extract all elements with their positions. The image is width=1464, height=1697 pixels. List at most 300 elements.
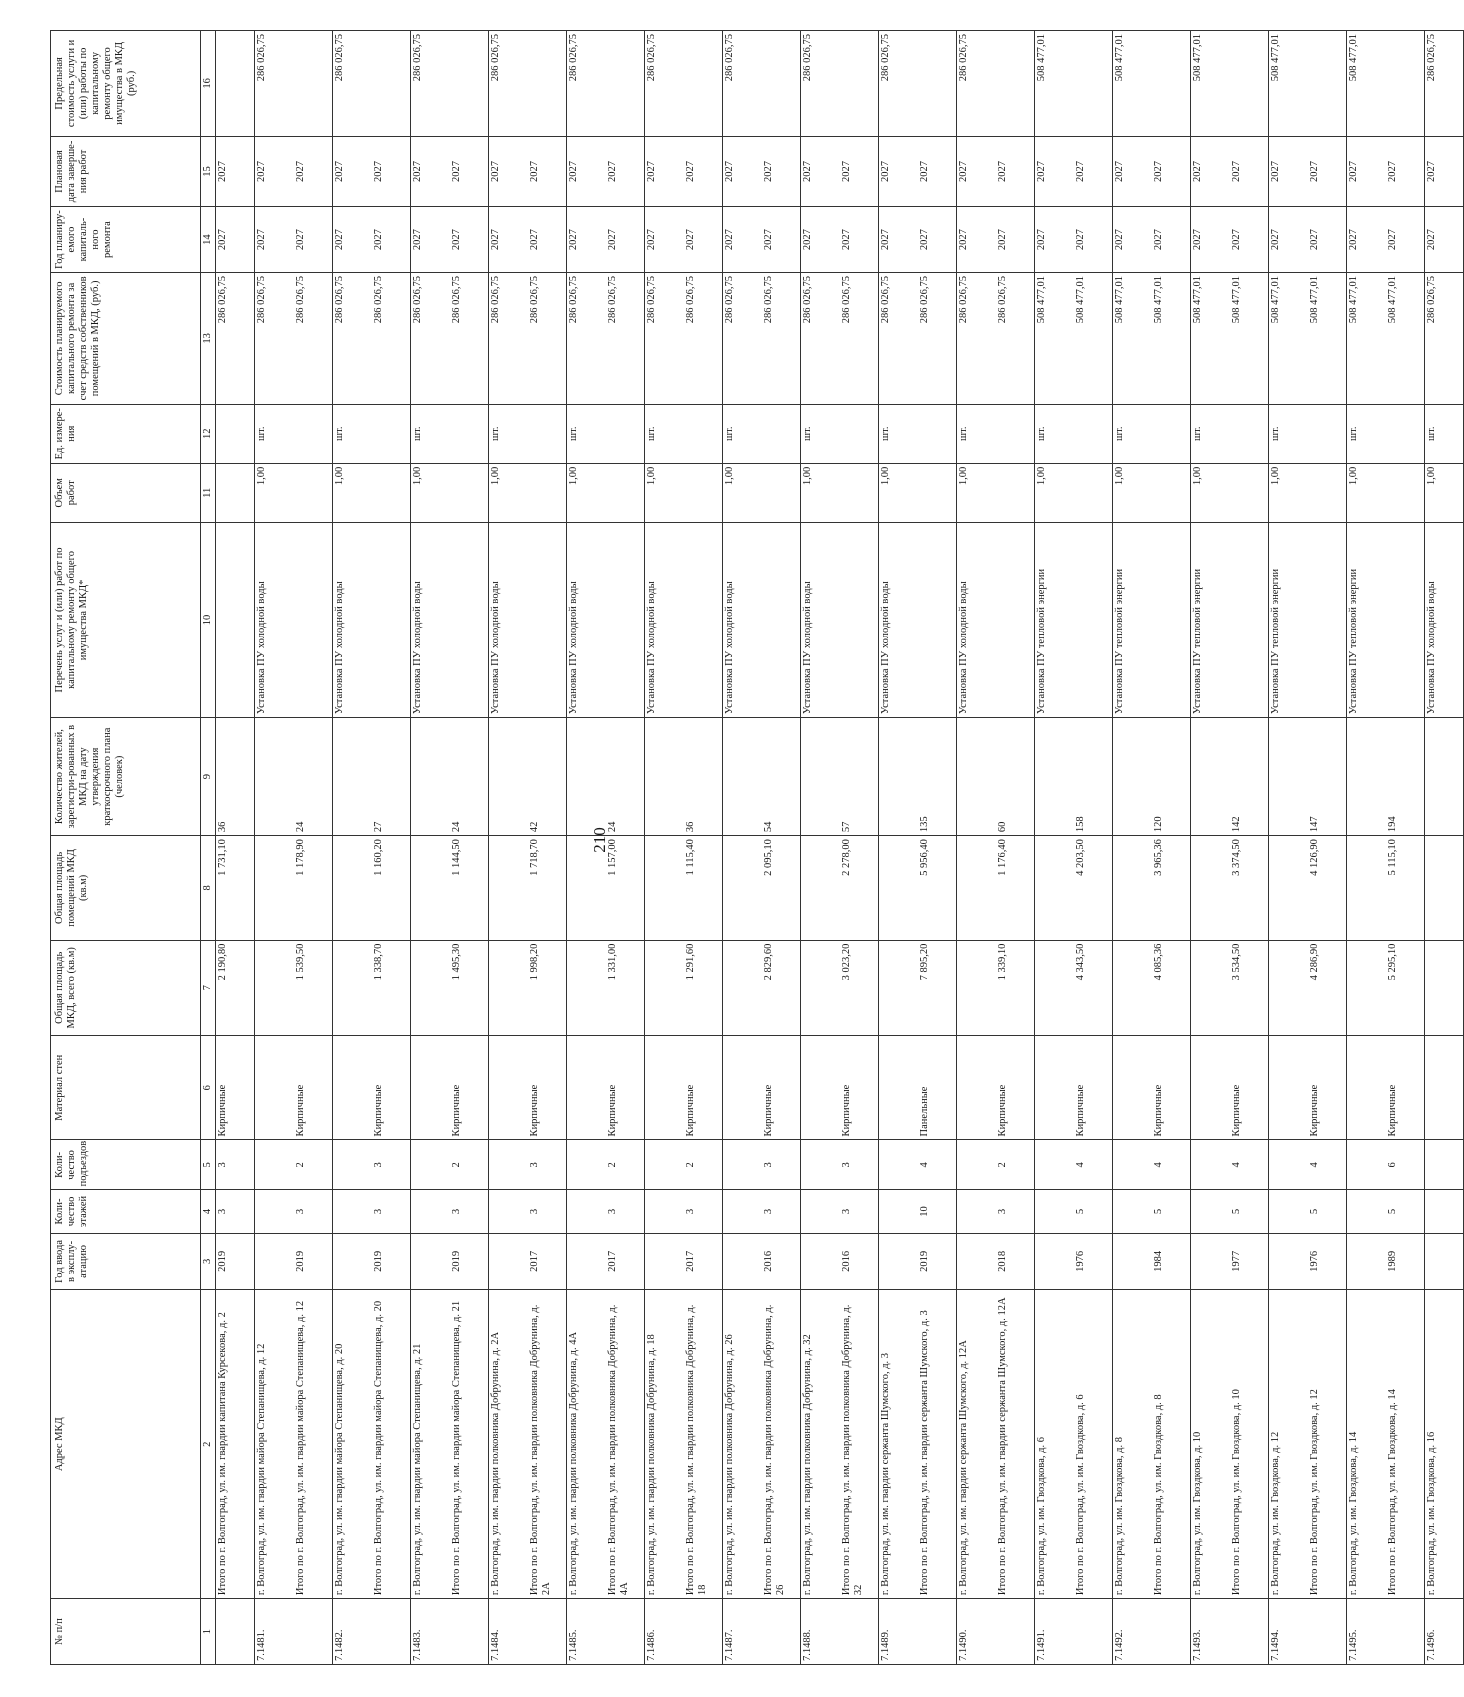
total-area-cell: 4 085,36 xyxy=(1152,940,1191,1035)
limit-cost-cell xyxy=(294,31,333,137)
repair-year-cell: 2027 xyxy=(606,207,645,273)
repair-year-cell: 2027 xyxy=(489,207,528,273)
unit-cell: шт. xyxy=(1035,404,1074,463)
unit-cell: шт. xyxy=(1425,404,1464,463)
entrances-cell xyxy=(1347,1140,1386,1190)
floors-cell: 5 xyxy=(1386,1190,1425,1233)
entrances-cell xyxy=(567,1140,606,1190)
floors-cell xyxy=(567,1190,606,1233)
floors-cell xyxy=(957,1190,996,1233)
unit-cell: шт. xyxy=(1191,404,1230,463)
row-number xyxy=(372,1599,411,1665)
repair-year-cell: 2027 xyxy=(996,207,1035,273)
address-cell: Итого по г. Волгоград, ул. им. гвардии майора Степанищева, д. 12 xyxy=(294,1290,333,1599)
residents-cell xyxy=(1425,718,1464,836)
cost-cell: 286 026,75 xyxy=(567,273,606,405)
entrances-cell xyxy=(879,1140,918,1190)
table-row xyxy=(1386,31,1425,1665)
table-row xyxy=(450,31,489,1665)
row-number xyxy=(840,1599,879,1665)
year-built-cell xyxy=(333,1233,372,1290)
repair-year-cell: 2027 xyxy=(216,207,255,273)
completion-year-cell: 2027 xyxy=(996,136,1035,206)
residents-cell: 24 xyxy=(450,718,489,836)
residents-cell: 135 xyxy=(918,718,957,836)
year-built-cell: 1984 xyxy=(1152,1233,1191,1290)
residents-cell xyxy=(255,718,294,836)
year-built-cell xyxy=(1269,1233,1308,1290)
total-area-cell xyxy=(1425,940,1464,1035)
total-area-cell: 3 023,20 xyxy=(840,940,879,1035)
entrances-cell xyxy=(645,1140,684,1190)
row-number: 7.1496. xyxy=(1425,1599,1464,1665)
total-area-cell: 1 998,20 xyxy=(528,940,567,1035)
floors-cell: 3 xyxy=(606,1190,645,1233)
unit-cell: шт. xyxy=(801,404,840,463)
row-number xyxy=(996,1599,1035,1665)
cost-cell: 508 477,01 xyxy=(1308,273,1347,405)
repair-year-cell: 2027 xyxy=(1152,207,1191,273)
year-built-cell: 1977 xyxy=(1230,1233,1269,1290)
completion-year-cell: 2027 xyxy=(1113,136,1152,206)
volume-cell xyxy=(1230,463,1269,522)
limit-cost-cell: 286 026,75 xyxy=(489,31,528,137)
premises-area-cell xyxy=(255,836,294,940)
completion-year-cell: 2027 xyxy=(294,136,333,206)
repair-year-cell: 2027 xyxy=(255,207,294,273)
repair-year-cell: 2027 xyxy=(1347,207,1386,273)
volume-cell: 1,00 xyxy=(1191,463,1230,522)
limit-cost-cell xyxy=(372,31,411,137)
year-built-cell: 2019 xyxy=(216,1233,255,1290)
address-cell: г. Волгоград, ул. им. Гвоздкова, д. 10 xyxy=(1191,1290,1230,1599)
completion-year-cell: 2027 xyxy=(216,136,255,206)
row-number: 7.1485. xyxy=(567,1599,606,1665)
premises-area-cell xyxy=(1191,836,1230,940)
completion-year-cell: 2027 xyxy=(1152,136,1191,206)
completion-year-cell: 2027 xyxy=(1230,136,1269,206)
year-built-cell: 2018 xyxy=(996,1233,1035,1290)
total-area-cell xyxy=(723,940,762,1035)
limit-cost-cell: 286 026,75 xyxy=(801,31,840,137)
repair-year-cell: 2027 xyxy=(801,207,840,273)
wall-material-cell: Кирпичные xyxy=(1074,1035,1113,1139)
repair-year-cell: 2027 xyxy=(1269,207,1308,273)
completion-year-cell: 2027 xyxy=(684,136,723,206)
column-number: 11 xyxy=(201,463,216,522)
floors-cell: 5 xyxy=(1230,1190,1269,1233)
table-row xyxy=(1425,31,1464,1665)
completion-year-cell: 2027 xyxy=(255,136,294,206)
unit-cell xyxy=(606,404,645,463)
residents-cell xyxy=(411,718,450,836)
row-number: 7.1492. xyxy=(1113,1599,1152,1665)
cost-cell: 508 477,01 xyxy=(1269,273,1308,405)
residents-cell: 54 xyxy=(762,718,801,836)
completion-year-cell: 2027 xyxy=(840,136,879,206)
completion-year-cell: 2027 xyxy=(1425,136,1464,206)
column-number: 8 xyxy=(201,836,216,940)
address-cell: Итого по г. Волгоград, ул. им. гвардии майора Степанищева, д. 20 xyxy=(372,1290,411,1599)
limit-cost-cell xyxy=(762,31,801,137)
entrances-cell xyxy=(411,1140,450,1190)
address-cell: г. Волгоград, ул. им. гвардии майора Степанищева, д. 20 xyxy=(333,1290,372,1599)
address-cell: Итого по г. Волгоград, ул. им. Гвоздкова, д. 12 xyxy=(1308,1290,1347,1599)
entrances-cell: 4 xyxy=(918,1140,957,1190)
premises-area-cell xyxy=(567,836,606,940)
entrances-cell: 3 xyxy=(528,1140,567,1190)
column-number: 2 xyxy=(201,1290,216,1599)
column-number: 4 xyxy=(201,1190,216,1233)
entrances-cell: 3 xyxy=(216,1140,255,1190)
residents-cell: 36 xyxy=(684,718,723,836)
premises-area-cell: 5 115,10 xyxy=(1386,836,1425,940)
limit-cost-cell: 508 477,01 xyxy=(1113,31,1152,137)
completion-year-cell: 2027 xyxy=(1308,136,1347,206)
year-built-cell xyxy=(489,1233,528,1290)
premises-area-cell: 1 144,50 xyxy=(450,836,489,940)
work-type-cell: Установка ПУ тепловой энергии xyxy=(1035,522,1074,717)
unit-cell xyxy=(1386,404,1425,463)
address-cell: Итого по г. Волгоград, ул. им. гвардии капитана Курсекова, д. 2 xyxy=(216,1290,255,1599)
completion-year-cell: 2027 xyxy=(450,136,489,206)
work-type-cell xyxy=(1152,522,1191,717)
residents-cell: 147 xyxy=(1308,718,1347,836)
wall-material-cell xyxy=(1113,1035,1152,1139)
cost-cell: 286 026,75 xyxy=(1425,273,1464,405)
year-built-cell: 1976 xyxy=(1074,1233,1113,1290)
work-type-cell xyxy=(840,522,879,717)
volume-cell: 1,00 xyxy=(1347,463,1386,522)
row-number: 7.1484. xyxy=(489,1599,528,1665)
repair-year-cell: 2027 xyxy=(1386,207,1425,273)
address-cell: Итого по г. Волгоград, ул. им. гвардии полковника Добрунина, д. 26 xyxy=(762,1290,801,1599)
repair-year-cell: 2027 xyxy=(450,207,489,273)
limit-cost-cell xyxy=(996,31,1035,137)
wall-material-cell: Кирпичные xyxy=(1308,1035,1347,1139)
year-built-cell: 2019 xyxy=(450,1233,489,1290)
entrances-cell xyxy=(1035,1140,1074,1190)
work-type-cell xyxy=(450,522,489,717)
work-type-cell: Установка ПУ тепловой энергии xyxy=(1269,522,1308,717)
unit-cell xyxy=(216,404,255,463)
year-built-cell: 2016 xyxy=(762,1233,801,1290)
wall-material-cell xyxy=(879,1035,918,1139)
residents-cell xyxy=(879,718,918,836)
address-cell: г. Волгоград, ул. им. гвардии майора Степанищева, д. 12 xyxy=(255,1290,294,1599)
premises-area-cell: 1 157,00 xyxy=(606,836,645,940)
residents-cell: 158 xyxy=(1074,718,1113,836)
total-area-cell: 5 295,10 xyxy=(1386,940,1425,1035)
premises-area-cell: 4 203,50 xyxy=(1074,836,1113,940)
residents-cell: 57 xyxy=(840,718,879,836)
volume-cell: 1,00 xyxy=(879,463,918,522)
row-number xyxy=(1074,1599,1113,1665)
column-number: 6 xyxy=(201,1035,216,1139)
volume-cell: 1,00 xyxy=(1035,463,1074,522)
address-cell: Итого по г. Волгоград, ул. им. Гвоздкова, д. 10 xyxy=(1230,1290,1269,1599)
unit-cell: шт. xyxy=(1269,404,1308,463)
residents-cell xyxy=(1269,718,1308,836)
work-type-cell xyxy=(1386,522,1425,717)
unit-cell xyxy=(1074,404,1113,463)
volume-cell: 1,00 xyxy=(957,463,996,522)
unit-cell xyxy=(294,404,333,463)
column-number: 16 xyxy=(201,31,216,137)
repair-year-cell: 2027 xyxy=(762,207,801,273)
volume-cell xyxy=(372,463,411,522)
residents-cell xyxy=(567,718,606,836)
volume-cell xyxy=(918,463,957,522)
unit-cell: шт. xyxy=(957,404,996,463)
address-cell: г. Волгоград, ул. им. гвардии сержанта Шумского, д. 3 xyxy=(879,1290,918,1599)
total-area-cell: 1 338,70 xyxy=(372,940,411,1035)
unit-cell: шт. xyxy=(411,404,450,463)
total-area-cell: 4 286,90 xyxy=(1308,940,1347,1035)
work-type-cell: Установка ПУ холодной воды xyxy=(1425,522,1464,717)
work-type-cell: Установка ПУ холодной воды xyxy=(489,522,528,717)
floors-cell xyxy=(1035,1190,1074,1233)
unit-cell: шт. xyxy=(489,404,528,463)
floors-cell: 5 xyxy=(1152,1190,1191,1233)
limit-cost-cell xyxy=(1230,31,1269,137)
entrances-cell xyxy=(489,1140,528,1190)
total-area-cell xyxy=(957,940,996,1035)
volume-cell xyxy=(1308,463,1347,522)
year-built-cell xyxy=(723,1233,762,1290)
cost-cell: 286 026,75 xyxy=(372,273,411,405)
entrances-cell: 4 xyxy=(1308,1140,1347,1190)
repair-year-cell: 2027 xyxy=(684,207,723,273)
total-area-cell xyxy=(489,940,528,1035)
completion-year-cell: 2027 xyxy=(762,136,801,206)
table-row xyxy=(1308,31,1347,1665)
address-cell: Итого по г. Волгоград, ул. им. гвардии полковника Добрунина, д. 32 xyxy=(840,1290,879,1599)
limit-cost-cell: 286 026,75 xyxy=(957,31,996,137)
limit-cost-cell xyxy=(1386,31,1425,137)
unit-cell xyxy=(372,404,411,463)
year-built-cell xyxy=(645,1233,684,1290)
entrances-cell: 2 xyxy=(606,1140,645,1190)
residents-cell xyxy=(1191,718,1230,836)
repair-year-cell: 2027 xyxy=(1035,207,1074,273)
premises-area-cell: 1 176,40 xyxy=(996,836,1035,940)
premises-area-cell xyxy=(1269,836,1308,940)
table-row xyxy=(567,31,606,1665)
row-number: 7.1483. xyxy=(411,1599,450,1665)
table-row xyxy=(957,31,996,1665)
completion-year-cell: 2027 xyxy=(957,136,996,206)
row-number: 7.1493. xyxy=(1191,1599,1230,1665)
completion-year-cell: 2027 xyxy=(333,136,372,206)
residents-cell xyxy=(1035,718,1074,836)
residents-cell xyxy=(801,718,840,836)
year-built-cell: 2019 xyxy=(294,1233,333,1290)
table-header-row xyxy=(51,31,201,1665)
address-cell: Итого по г. Волгоград, ул. им. гвардии майора Степанищева, д. 21 xyxy=(450,1290,489,1599)
total-area-cell xyxy=(1191,940,1230,1035)
repair-year-cell: 2027 xyxy=(1425,207,1464,273)
total-area-cell xyxy=(333,940,372,1035)
year-built-cell: 2019 xyxy=(372,1233,411,1290)
entrances-cell: 6 xyxy=(1386,1140,1425,1190)
unit-cell xyxy=(450,404,489,463)
cost-cell: 286 026,75 xyxy=(411,273,450,405)
cost-cell: 286 026,75 xyxy=(606,273,645,405)
unit-cell xyxy=(840,404,879,463)
table-row xyxy=(528,31,567,1665)
volume-cell xyxy=(996,463,1035,522)
limit-cost-cell xyxy=(450,31,489,137)
volume-cell: 1,00 xyxy=(645,463,684,522)
row-number: 7.1495. xyxy=(1347,1599,1386,1665)
repair-year-cell: 2027 xyxy=(528,207,567,273)
table-row xyxy=(1269,31,1308,1665)
work-type-cell xyxy=(684,522,723,717)
entrances-cell: 2 xyxy=(450,1140,489,1190)
table-row xyxy=(918,31,957,1665)
wall-material-cell xyxy=(1347,1035,1386,1139)
entrances-cell xyxy=(333,1140,372,1190)
column-number: 12 xyxy=(201,404,216,463)
total-area-cell xyxy=(255,940,294,1035)
table-row xyxy=(1152,31,1191,1665)
work-type-cell xyxy=(1074,522,1113,717)
unit-cell: шт. xyxy=(723,404,762,463)
premises-area-cell xyxy=(489,836,528,940)
row-number xyxy=(528,1599,567,1665)
work-type-cell xyxy=(372,522,411,717)
cost-cell: 508 477,01 xyxy=(1386,273,1425,405)
entrances-cell: 4 xyxy=(1152,1140,1191,1190)
address-cell: Итого по г. Волгоград, ул. им. гвардии сержанта Шумского, д. 3 xyxy=(918,1290,957,1599)
wall-material-cell: Кирпичные xyxy=(1152,1035,1191,1139)
cost-cell: 286 026,75 xyxy=(528,273,567,405)
wall-material-cell: Кирпичные xyxy=(996,1035,1035,1139)
completion-year-cell: 2027 xyxy=(411,136,450,206)
year-built-cell xyxy=(1347,1233,1386,1290)
premises-area-cell xyxy=(801,836,840,940)
residents-cell: 142 xyxy=(1230,718,1269,836)
cost-cell: 286 026,75 xyxy=(684,273,723,405)
completion-year-cell: 2027 xyxy=(1269,136,1308,206)
completion-year-cell: 2027 xyxy=(723,136,762,206)
wall-material-cell: Кирпичные xyxy=(840,1035,879,1139)
premises-area-cell xyxy=(333,836,372,940)
residents-cell xyxy=(333,718,372,836)
unit-cell: шт. xyxy=(1113,404,1152,463)
premises-area-cell: 1 115,40 xyxy=(684,836,723,940)
wall-material-cell xyxy=(1191,1035,1230,1139)
volume-cell: 1,00 xyxy=(333,463,372,522)
cost-cell: 508 477,01 xyxy=(1035,273,1074,405)
completion-year-cell: 2027 xyxy=(567,136,606,206)
address-cell: Итого по г. Волгоград, ул. им. Гвоздкова, д. 8 xyxy=(1152,1290,1191,1599)
floors-cell: 3 xyxy=(450,1190,489,1233)
floors-cell xyxy=(645,1190,684,1233)
wall-material-cell xyxy=(723,1035,762,1139)
wall-material-cell: Кирпичные xyxy=(606,1035,645,1139)
floors-cell xyxy=(1191,1190,1230,1233)
repair-year-cell: 2027 xyxy=(1074,207,1113,273)
volume-cell: 1,00 xyxy=(801,463,840,522)
entrances-cell xyxy=(957,1140,996,1190)
table-row xyxy=(606,31,645,1665)
table-row xyxy=(1347,31,1386,1665)
premises-area-cell xyxy=(411,836,450,940)
cost-cell: 286 026,75 xyxy=(645,273,684,405)
premises-area-cell xyxy=(1035,836,1074,940)
cost-cell: 286 026,75 xyxy=(333,273,372,405)
premises-area-cell: 3 965,36 xyxy=(1152,836,1191,940)
premises-area-cell: 1 731,10 xyxy=(216,836,255,940)
premises-area-cell: 3 374,50 xyxy=(1230,836,1269,940)
column-number: 15 xyxy=(201,136,216,206)
work-type-cell xyxy=(294,522,333,717)
column-header: Общая площадь помещений МКД (кв.м) xyxy=(51,836,201,940)
premises-area-cell xyxy=(1425,836,1464,940)
unit-cell xyxy=(528,404,567,463)
completion-year-cell: 2027 xyxy=(1386,136,1425,206)
cost-cell: 286 026,75 xyxy=(255,273,294,405)
address-cell: г. Волгоград, ул. им. гвардии полковника Добрунина, д. 26 xyxy=(723,1290,762,1599)
premises-area-cell: 2 095,10 xyxy=(762,836,801,940)
work-type-cell: Установка ПУ тепловой энергии xyxy=(1113,522,1152,717)
premises-area-cell: 1 160,20 xyxy=(372,836,411,940)
table-row xyxy=(294,31,333,1665)
volume-cell xyxy=(1074,463,1113,522)
limit-cost-cell: 508 477,01 xyxy=(1035,31,1074,137)
wall-material-cell xyxy=(957,1035,996,1139)
work-type-cell xyxy=(528,522,567,717)
repair-year-cell: 2027 xyxy=(567,207,606,273)
residents-cell: 24 xyxy=(606,718,645,836)
column-header: Материал стен xyxy=(51,1035,201,1139)
work-type-cell: Установка ПУ холодной воды xyxy=(333,522,372,717)
floors-cell xyxy=(801,1190,840,1233)
table-row xyxy=(372,31,411,1665)
completion-year-cell: 2027 xyxy=(489,136,528,206)
completion-year-cell: 2027 xyxy=(1347,136,1386,206)
wall-material-cell: Кирпичные xyxy=(1386,1035,1425,1139)
address-cell: Итого по г. Волгоград, ул. им. гвардии полковника Добрунина, д. 18 xyxy=(684,1290,723,1599)
column-number: 5 xyxy=(201,1140,216,1190)
floors-cell xyxy=(1347,1190,1386,1233)
row-number: 7.1487. xyxy=(723,1599,762,1665)
entrances-cell: 3 xyxy=(372,1140,411,1190)
wall-material-cell: Кирпичные xyxy=(684,1035,723,1139)
floors-cell xyxy=(879,1190,918,1233)
unit-cell: шт. xyxy=(879,404,918,463)
table-row xyxy=(762,31,801,1665)
year-built-cell: 1976 xyxy=(1308,1233,1347,1290)
cost-cell: 286 026,75 xyxy=(918,273,957,405)
floors-cell xyxy=(489,1190,528,1233)
limit-cost-cell: 508 477,01 xyxy=(1347,31,1386,137)
repair-year-cell: 2027 xyxy=(840,207,879,273)
entrances-cell xyxy=(1191,1140,1230,1190)
unit-cell xyxy=(1308,404,1347,463)
entrances-cell xyxy=(1425,1140,1464,1190)
year-built-cell xyxy=(801,1233,840,1290)
premises-area-cell: 4 126,90 xyxy=(1308,836,1347,940)
cost-cell: 508 477,01 xyxy=(1347,273,1386,405)
volume-cell xyxy=(762,463,801,522)
table-body xyxy=(216,31,1464,1665)
table-row xyxy=(489,31,528,1665)
wall-material-cell: Кирпичные xyxy=(762,1035,801,1139)
total-area-cell: 1 339,10 xyxy=(996,940,1035,1035)
